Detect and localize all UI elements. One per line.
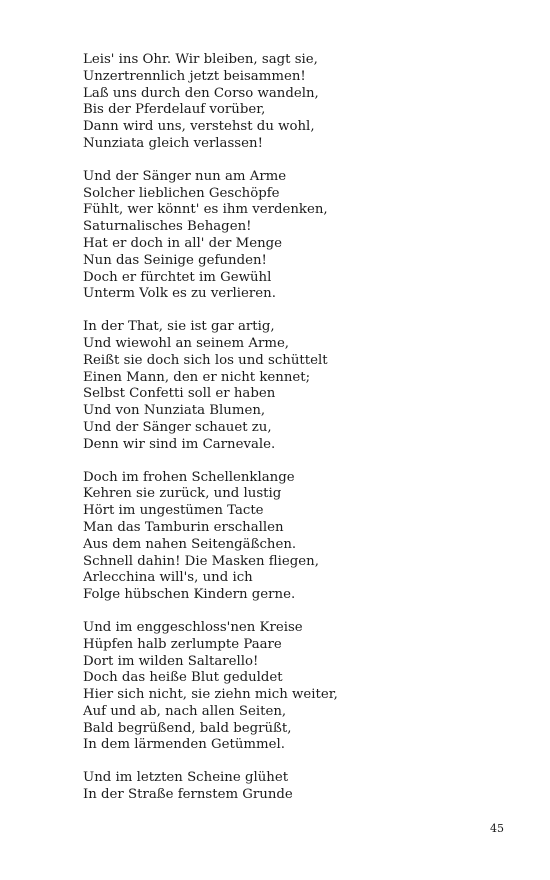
verse-line: Arlecchina will's, und ich xyxy=(83,570,253,586)
verse-line: Nunziata gleich verlassen! xyxy=(83,135,263,151)
verse-line: Hat er doch in all' der Menge xyxy=(83,235,283,251)
verse-line: Leis' ins Ohr. Wir bleiben, sagt sie, xyxy=(83,52,318,67)
verse-line: Selbst Confetti soll er haben xyxy=(83,386,276,402)
verse-line: Hört im ungestümen Tacte xyxy=(83,503,264,519)
verse-line: Doch im frohen Schellenklange xyxy=(83,469,295,485)
verse-line: Doch das heiße Blut geduldet xyxy=(83,670,283,686)
verse-line: Laß uns durch den Corso wandeln, xyxy=(83,85,319,101)
verse-line: Und der Sänger schauet zu, xyxy=(83,419,272,435)
verse-line: Unterm Volk es zu verlieren. xyxy=(83,286,276,302)
stanza xyxy=(83,620,513,754)
verse-line: Hier sich nicht, sie ziehn mich weiter, xyxy=(83,687,338,703)
verse-line: In der Straße fernstem Grunde xyxy=(83,787,293,803)
verse-line: Auf und ab, nach allen Seiten, xyxy=(83,703,287,719)
verse-line: Hüpfen halb zerlumpte Paare xyxy=(83,636,282,652)
verse-line: Dort im wilden Saltarello! xyxy=(83,653,259,669)
verse-line: In dem lärmenden Getümmel. xyxy=(83,737,285,753)
verse-line: Bis der Pferdelauf vorüber, xyxy=(83,102,266,118)
verse-line: Reißt sie doch sich los und schüttelt xyxy=(83,352,328,368)
stanza xyxy=(83,169,513,303)
verse-line: Solcher lieblichen Geschöpfe xyxy=(83,185,280,201)
verse-line: Aus dem nahen Seitengäßchen. xyxy=(83,536,297,552)
verse-line: Bald begrüßend, bald begrüßt, xyxy=(83,720,292,736)
verse-line: Folge hübschen Kindern gerne. xyxy=(83,587,296,603)
verse-line: Und wiewohl an seinem Arme, xyxy=(83,335,290,351)
verse-line: Denn wir sind im Carnevale. xyxy=(83,436,276,452)
verse-line: Unzertrennlich jetzt beisammen! xyxy=(83,68,306,84)
verse-line: Und der Sänger nun am Arme xyxy=(83,168,287,184)
verse-line: Schnell dahin! Die Masken fliegen, xyxy=(83,553,319,569)
verse-line: Doch er fürchtet im Gewühl xyxy=(83,269,272,285)
poem-text xyxy=(83,52,513,820)
stanza xyxy=(83,52,513,153)
verse-line: Und im enggeschloss'nen Kreise xyxy=(83,619,303,635)
verse-line: Und von Nunziata Blumen, xyxy=(83,403,266,419)
verse-line: Dann wird uns, verstehst du wohl, xyxy=(83,119,315,135)
verse-line: Man das Tamburin erschallen xyxy=(83,519,284,535)
verse-line: Und im letzten Scheine glühet xyxy=(83,770,289,786)
verse-line: Fühlt, wer könnt' es ihm verdenken, xyxy=(83,202,328,218)
verse-line: Saturnalisches Behagen! xyxy=(83,219,252,235)
verse-line: Nun das Seinige gefunden! xyxy=(83,252,267,268)
stanza xyxy=(83,770,513,804)
verse-line: Kehren sie zurück, und lustig xyxy=(83,486,282,502)
stanza xyxy=(83,470,513,604)
verse-line: Einen Mann, den er nicht kennet; xyxy=(83,369,311,385)
verse-line: In der That, sie ist gar artig, xyxy=(83,319,275,335)
stanza xyxy=(83,319,513,453)
page-number: 45 xyxy=(490,822,504,835)
